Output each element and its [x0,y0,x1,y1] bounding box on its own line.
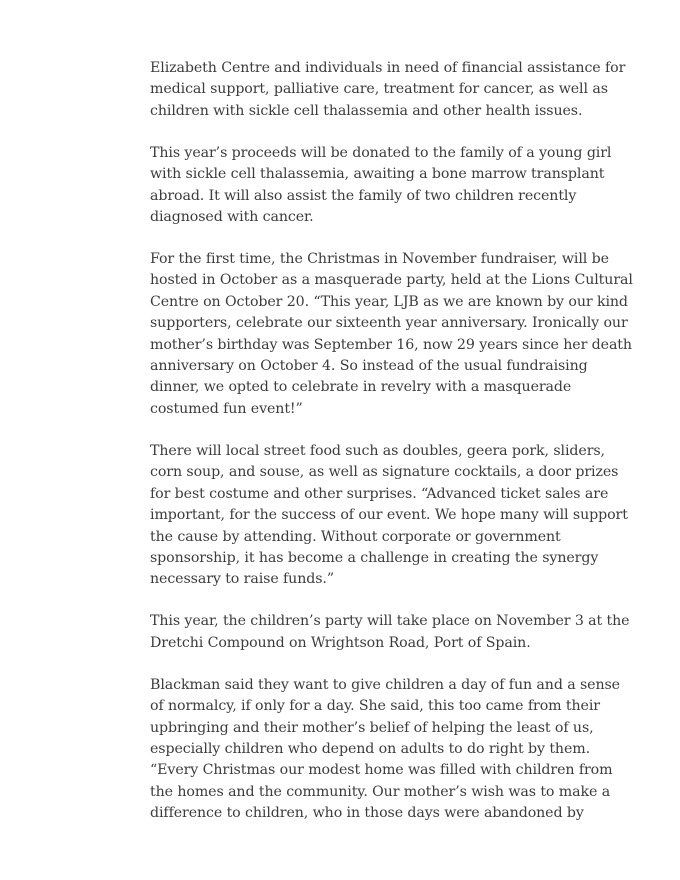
text-line: upbringing and their mother’s belief of helping the least of us, [150,719,594,736]
text-line: difference to children, who in those days were abandoned by [150,805,584,822]
text-line: necessary to raise funds.” [150,571,334,588]
text-line: corn soup, and souse, as well as signature cocktails, a door prizes [150,464,619,481]
text-line: the cause by attending. Without corporate or government [150,528,561,545]
paragraph [150,143,610,229]
text-line: supporters, celebrate our sixteenth year anniversary. Ironically our [150,315,628,332]
text-line: children with sickle cell thalassemia and other health issues. [150,102,583,119]
text-line: the homes and the community. Our mother’s wish was to make a [150,783,611,800]
text-line: sponsorship, it has become a challenge in creating the synergy [150,549,599,566]
paragraph [150,441,628,591]
paragraph [150,249,633,420]
text-line: “Every Christmas our modest home was filled with children from [150,762,613,779]
text-line: Centre on October 20. “This year, LJB as we are known by our kind [150,293,628,310]
text-line: There will local street food such as doubles, geera pork, sliders, [150,442,605,459]
text-line: Elizabeth Centre and individuals in need of financial assistance for [150,60,626,76]
paragraph [150,675,620,825]
text-line: Dretchi Compound on Wrightson Road, Port of Spain. [150,634,531,651]
text-line: This year, the children’s party will take place on November 3 at the [150,613,630,630]
text-line: dinner, we opted to celebrate in revelry with a masquerade [150,379,572,396]
text-line: For the first time, the Christmas in November fundraiser, will be [150,251,609,268]
text-line: mother’s birthday was September 16, now 29 years since her death [150,336,632,353]
text-line: with sickle cell thalassemia, awaiting a bone marrow transplant [150,166,605,183]
text-line: anniversary on October 4. So instead of the usual fundraising [150,358,588,375]
text-line: for best costume and other surprises. “Advanced ticket sales are [150,485,609,502]
text-line: This year’s proceeds will be donated to the family of a young girl [150,144,612,161]
text-line: diagnosed with cancer. [150,209,314,226]
text-line: costumed fun event!” [150,400,303,417]
text-line: abroad. It will also assist the family of two children recently [150,187,577,204]
text-line: hosted in October as a masquerade party, held at the Lions Cultural [150,272,633,289]
text-line: important, for the success of our event. We hope many will support [150,507,628,524]
text-line: especially children who depend on adults to do right by them. [150,740,591,757]
paragraph [150,58,626,122]
article-body [150,58,633,845]
text-line: medical support, palliative care, treatment for cancer, as well as [150,81,608,98]
text-line: Blackman said they want to give children a day of fun and a sense [150,676,620,693]
paragraph [150,611,630,654]
text-line: of normalcy, if only for a day. She said, this too came from their [150,698,600,715]
